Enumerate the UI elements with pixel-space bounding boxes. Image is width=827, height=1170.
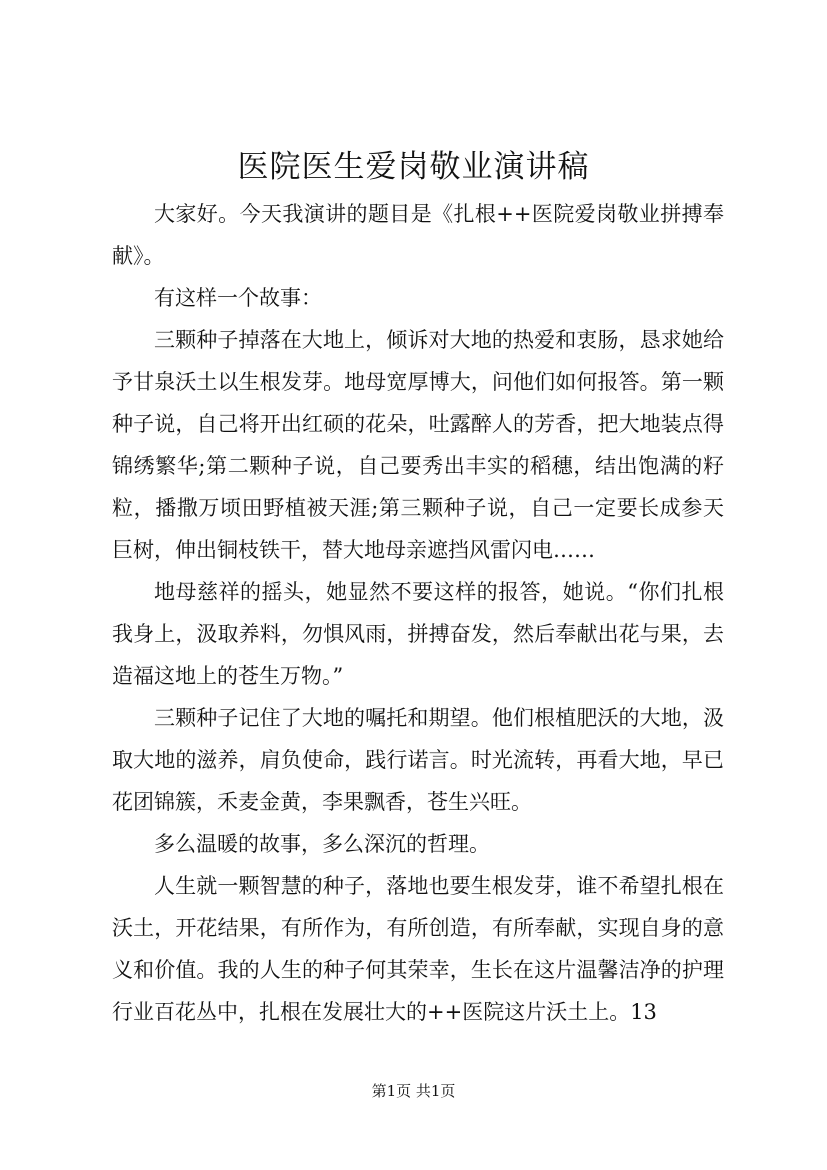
paragraph-mother-earth: 地母慈祥的摇头，她显然不要这样的报答，她说。“你们扎根我身上，汲取养料，勿惧风雨，拼搏奋发，然后奉献出花与果，去造福这地上的苍生万物。”: [112, 580, 724, 688]
paragraph-story-intro: 有这样一个故事：: [154, 286, 322, 310]
page-title: 医院医生爱岗敬业演讲稿: [237, 149, 590, 185]
paragraph-three-seeds: 三颗种子掉落在大地上，倾诉对大地的热爱和衷肠，恳求她给予甘泉沃土以生根发芽。地母宽厚博大，问他们如何报答。第一颗种子说，自己将开出红硕的花朵，吐露醉人的芳香，把大地装点得锦绣繁华;第二颗种子说，自己要秀出丰实的稻穗，结出饱满的籽粒，播撒万顷田野植被天涯;第三颗种子说，自己一定要长成参天巨树，伸出铜枝铁干，替大地母亲遮挡风雷闪电……: [112, 328, 724, 562]
page-footer: 第1页 共1页: [371, 1082, 456, 1100]
paragraph-seeds-remember: 三颗种子记住了大地的嘱托和期望。他们根植肥沃的大地，汲取大地的滋养，肩负使命，践行诺言。时光流转，再看大地，早已花团锦簇，禾麦金黄，李果飘香，苍生兴旺。: [112, 706, 724, 814]
document-body: [112, 193, 724, 1033]
paragraph-life-seed: 人生就一颗智慧的种子，落地也要生根发芽，谁不希望扎根在沃土，开花结果，有所作为，有所创造，有所奉献，实现自身的意义和价值。我的人生的种子何其荣幸，生长在这片温馨洁净的护理行业百花丛中，扎根在发展壮大的++医院这片沃土上。13: [112, 874, 724, 1024]
paragraph-greeting: 大家好。今天我演讲的题目是《扎根++医院爱岗敬业拼搏奉献》。: [112, 202, 724, 268]
paragraph-reflection: 多么温暖的故事，多么深沉的哲理。: [154, 832, 490, 856]
